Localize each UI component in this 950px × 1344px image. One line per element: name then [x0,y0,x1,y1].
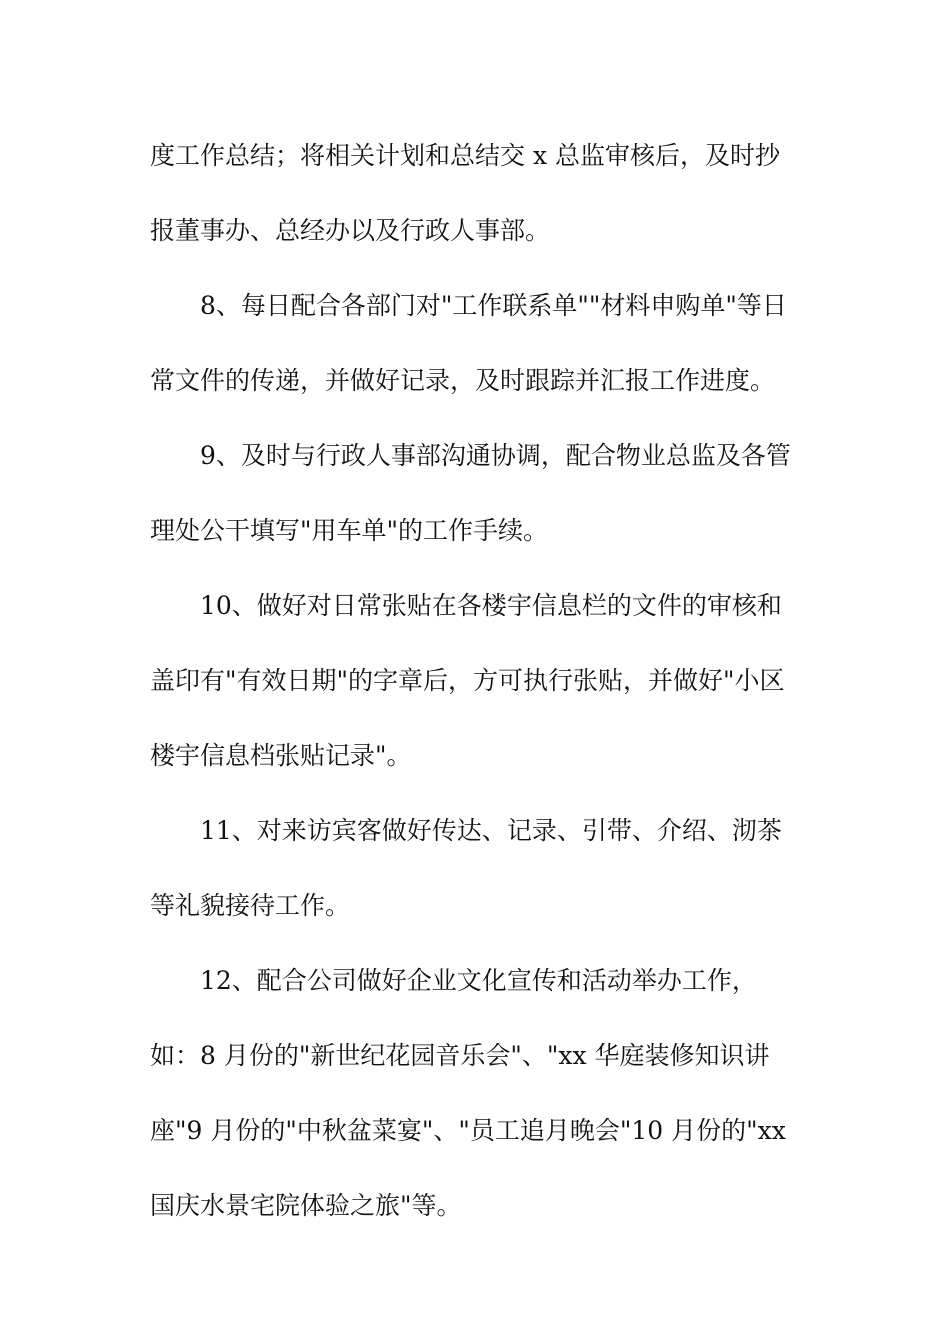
paragraph-item-8: 8、每日配合各部门对"工作联系单""材料申购单"等日 [200,291,787,320]
text-line: 理处公干填写"用车单"的工作手续。 [150,516,548,545]
paragraph-item-9: 9、及时与行政人事部沟通协调，配合物业总监及各管 [200,441,791,470]
text-line: 报董事办、总经办以及行政人事部。 [150,216,551,245]
text-line: 国庆水景宅院体验之旅"等。 [150,1191,462,1220]
text-line: 楼宇信息档张贴记录"。 [150,741,412,770]
paragraph-item-11: 11、对来访宾客做好传达、记录、引带、介绍、沏茶 [200,816,782,845]
text-line: 度工作总结；将相关计划和总结交 x 总监审核后，及时抄 [150,141,780,170]
text-line: 盖印有"有效日期"的字章后，方可执行张贴，并做好"小区 [150,666,785,695]
text-line: 等礼貌接待工作。 [150,891,351,920]
paragraph-item-10: 10、做好对日常张贴在各楼宇信息栏的文件的审核和 [200,591,782,620]
paragraph-item-12: 12、配合公司做好企业文化宣传和活动举办工作， [200,966,757,995]
document-body [150,118,810,1243]
text-line: 如：8 月份的"新世纪花园音乐会"、"xx 华庭装修知识讲 [150,1041,770,1070]
text-line: 常文件的传递，并做好记录，及时跟踪并汇报工作进度。 [150,366,776,395]
text-line: 座"9 月份的"中秋盆菜宴"、"员工追月晚会"10 月份的"xx [150,1116,786,1145]
